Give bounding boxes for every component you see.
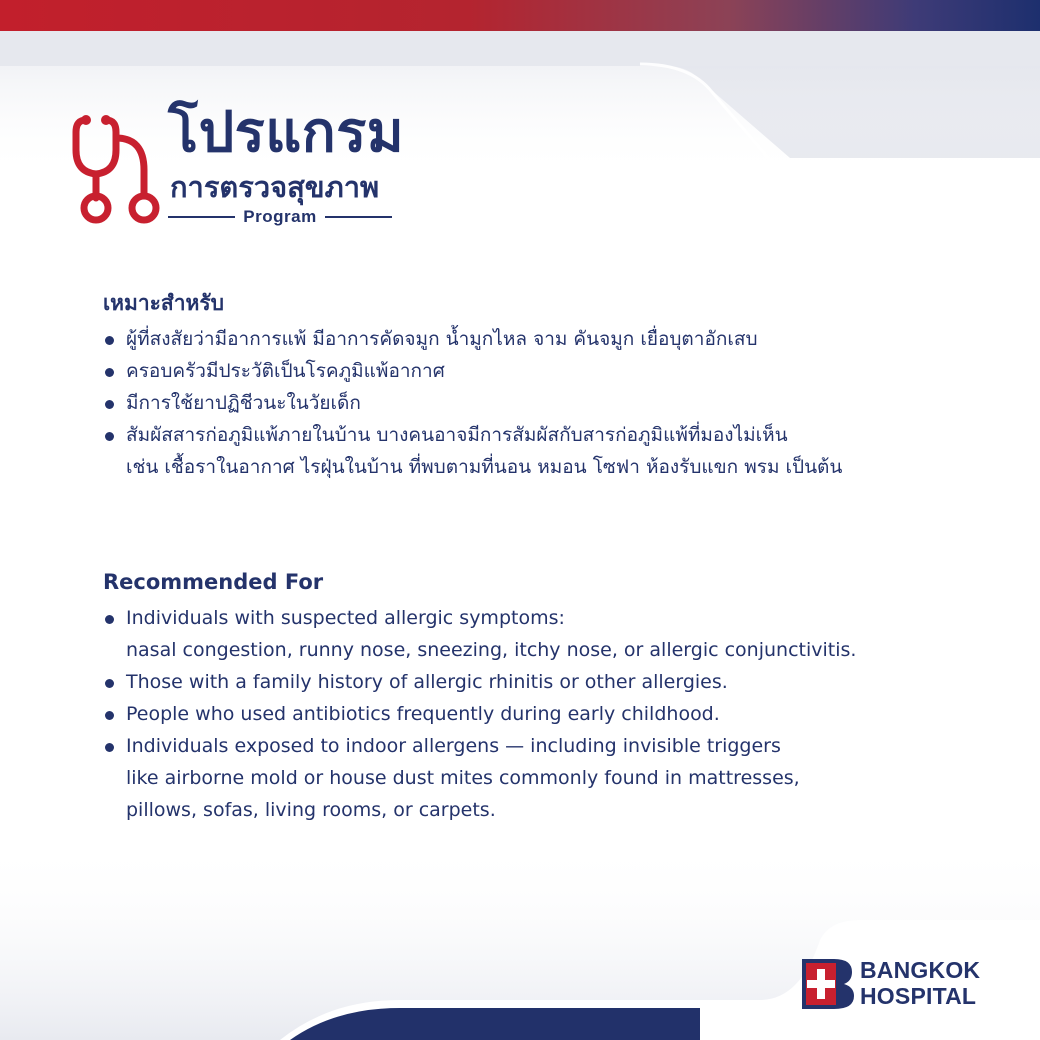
bullet-icon [105,432,114,441]
list-item-text: People who used antibiotics frequently during early childhood. [126,703,720,725]
section-heading-english: Recommended For [103,570,324,594]
brand-name-line2: HOSPITAL [860,983,977,1009]
bullet-list-english [103,602,963,826]
list-item [103,666,963,698]
divider-line-right [325,216,392,218]
list-item-text: มีการใช้ยาปฏิชีวนะในวัยเด็ก [126,392,361,414]
program-label-row [168,206,392,228]
list-item-text: ผู้ที่สงสัยว่ามีอาการแพ้ มีอาการคัดจมูก น้ำมูกไหล จาม คันจมูก เยื่อบุตาอักเสบ [126,328,758,350]
section-heading-thai: เหมาะสำหรับ [103,291,224,315]
list-item-text: ครอบครัวมีประวัติเป็นโรคภูมิแพ้อากาศ [126,360,445,382]
divider-line-left [168,216,235,218]
bangkok-hospital-logo [802,957,1012,1011]
bullet-icon [105,711,114,720]
list-item-text: like airborne mold or house dust mites commonly found in mattresses, [126,767,800,789]
program-title: โปรแกรม [168,100,405,165]
list-item [103,730,963,826]
program-subtitle: การตรวจสุขภาพ [170,170,380,204]
list-item-text: pillows, sofas, living rooms, or carpets. [126,799,496,821]
stethoscope-icon [72,98,164,228]
section-thai [103,287,963,483]
bullet-icon [105,368,114,377]
list-item [103,323,963,355]
list-item-text: Individuals exposed to indoor allergens — including invisible triggers [126,735,781,757]
bullet-icon [105,400,114,409]
list-item-text: Individuals with suspected allergic symptoms: [126,607,565,629]
bullet-list-thai [103,323,963,483]
list-item [103,387,963,419]
bangkok-hospital-logo-mark [802,959,854,1009]
list-item-text: เช่น เชื้อราในอากาศ ไรฝุ่นในบ้าน ที่พบตามที่นอน หมอน โซฟา ห้องรับแขก พรม เป็นต้น [126,456,843,478]
brand-name-line1: BANGKOK [860,957,981,983]
list-item [103,355,963,387]
list-item-text: nasal congestion, runny nose, sneezing, itchy nose, or allergic conjunctivitis. [126,639,857,661]
list-item [103,698,963,730]
list-item-text: สัมผัสสารก่อภูมิแพ้ภายในบ้าน บางคนอาจมีการสัมผัสกับสารก่อภูมิแพ้ที่มองไม่เห็น [126,424,788,446]
bullet-icon [105,679,114,688]
section-english [103,566,963,826]
list-item [103,419,963,483]
program-label: Program [243,207,317,226]
bullet-icon [105,743,114,752]
list-item [103,602,963,666]
bullet-icon [105,615,114,624]
brand-name [860,957,980,1009]
list-item-text: Those with a family history of allergic rhinitis or other allergies. [126,671,728,693]
program-logo [72,98,405,234]
bullet-icon [105,336,114,345]
